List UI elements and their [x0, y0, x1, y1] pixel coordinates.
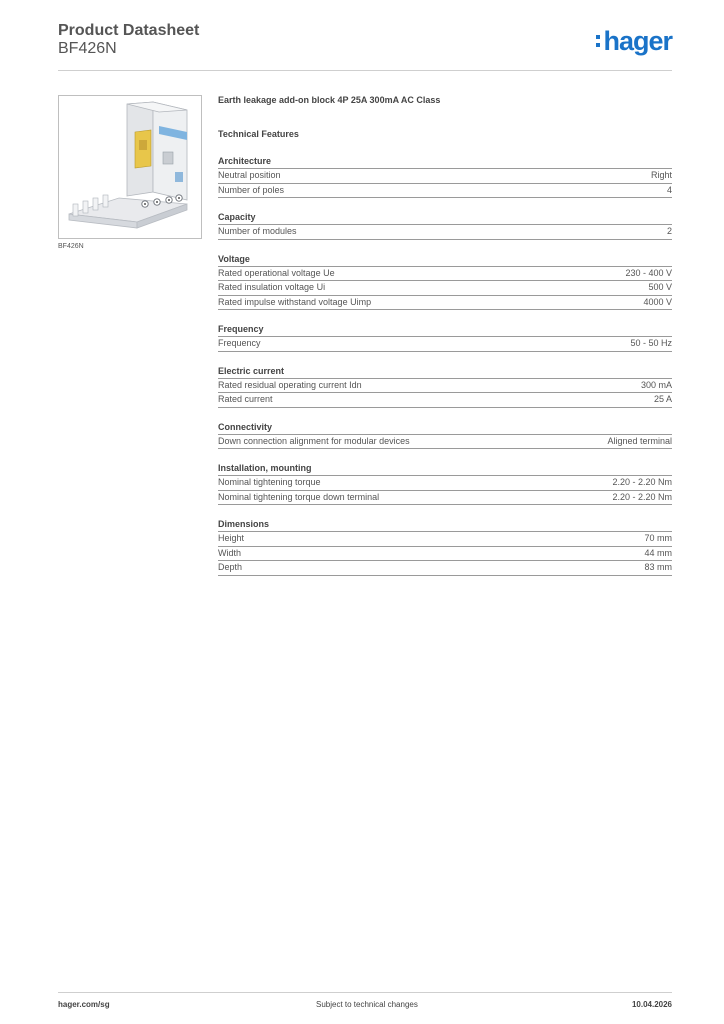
section-title: Dimensions — [218, 518, 672, 532]
table-row: Number of modules 2 — [218, 225, 672, 240]
footer-date: 10.04.2026 — [631, 1000, 672, 1009]
page-footer — [58, 992, 672, 1017]
table-row: Rated operational voltage Ue 230 - 400 V — [218, 267, 672, 282]
page-header — [58, 20, 672, 71]
datasheet-content — [218, 95, 672, 576]
table-row: Frequency 50 - 50 Hz — [218, 337, 672, 352]
hager-logo — [596, 26, 672, 56]
technical-features-title: Technical Features — [218, 129, 299, 139]
product-name: Earth leakage add-on block 4P 25A 300mA AC Class — [218, 95, 441, 105]
section-title: Installation, mounting — [218, 462, 672, 476]
table-row: Rated impulse withstand voltage Uimp 4000 V — [218, 296, 672, 311]
section-title: Connectivity — [218, 421, 672, 435]
section-connectivity — [218, 421, 672, 450]
table-row: Rated insulation voltage Ui 500 V — [218, 281, 672, 296]
product-illustration-icon — [59, 96, 201, 238]
section-installation-mounting — [218, 462, 672, 505]
page-title: Product Datasheet — [58, 22, 200, 39]
logo-dots-icon — [596, 35, 600, 47]
section-dimensions — [218, 518, 672, 576]
section-title: Voltage — [218, 253, 672, 267]
footer-disclaimer: Subject to technical changes — [316, 1000, 418, 1009]
table-row: Neutral position Right — [218, 169, 672, 184]
table-row: Down connection alignment for modular devices Aligned terminal — [218, 435, 672, 450]
section-title: Architecture — [218, 155, 672, 169]
image-caption: BF426N — [58, 243, 84, 250]
table-row: Rated current 25 A — [218, 393, 672, 408]
table-row: Number of poles 4 — [218, 184, 672, 199]
table-row: Width 44 mm — [218, 547, 672, 562]
table-row: Height 70 mm — [218, 532, 672, 547]
section-architecture — [218, 155, 672, 198]
product-code: BF426N — [58, 40, 117, 57]
section-electric-current — [218, 365, 672, 408]
table-row: Nominal tightening torque 2.20 - 2.20 Nm — [218, 476, 672, 491]
table-row: Nominal tightening torque down terminal 2.20 - 2.20 Nm — [218, 491, 672, 506]
logo-wordmark: hager — [603, 26, 672, 56]
section-frequency — [218, 323, 672, 352]
table-row: Rated residual operating current Idn 300 mA — [218, 379, 672, 394]
table-row: Depth 83 mm — [218, 561, 672, 576]
section-voltage — [218, 253, 672, 311]
section-capacity — [218, 211, 672, 240]
section-title: Capacity — [218, 211, 672, 225]
section-title: Electric current — [218, 365, 672, 379]
section-title: Frequency — [218, 323, 672, 337]
footer-website[interactable]: hager.com/sg — [58, 1000, 110, 1009]
product-image — [58, 95, 202, 239]
